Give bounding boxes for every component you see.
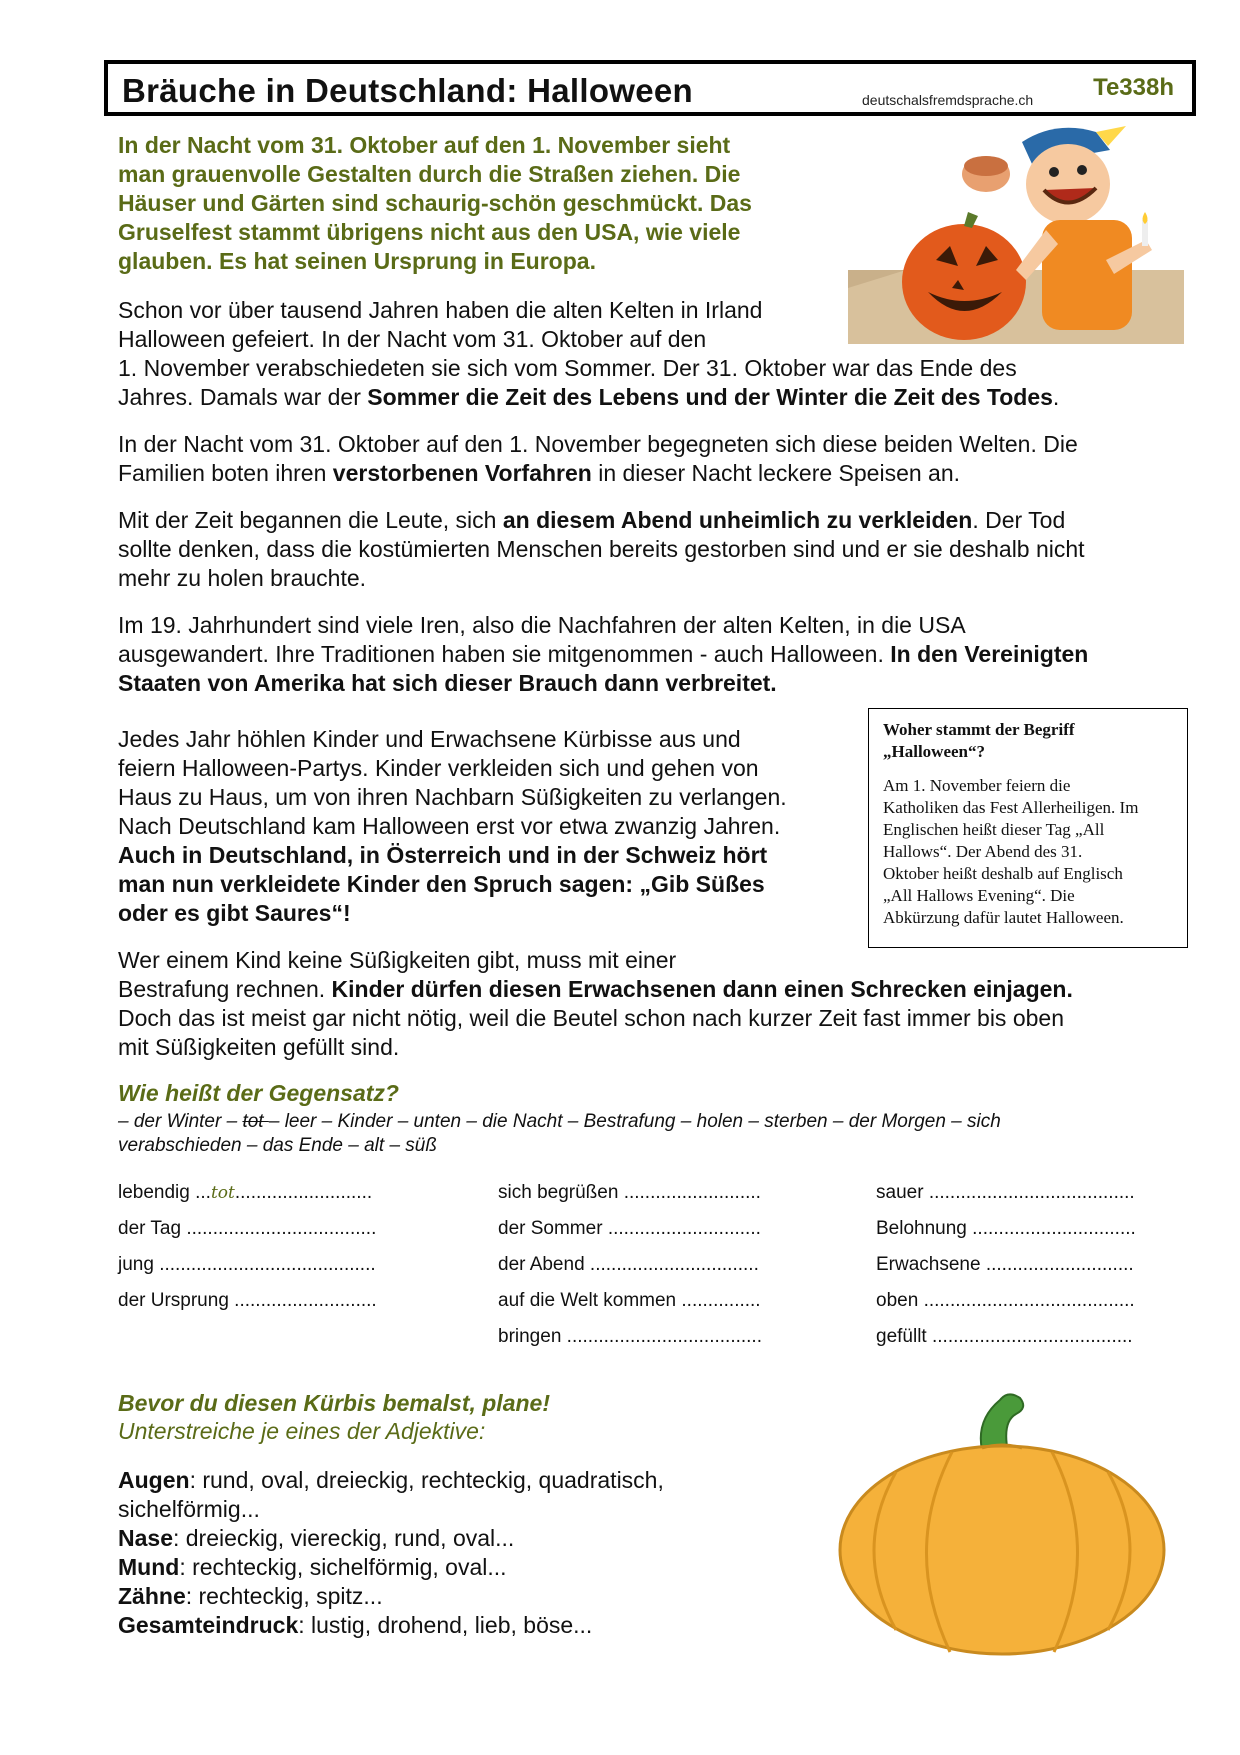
text-line: Haus zu Haus, um von ihren Nachbarn Süßigkeiten zu verlangen. (118, 784, 787, 810)
exercise-word: gefüllt (876, 1326, 927, 1347)
exercise-word: Erwachsene (876, 1254, 981, 1275)
info-box-line: Oktober heißt deshalb auf Englisch (883, 864, 1123, 883)
text-line: Halloween gefeiert. In der Nacht vom 31. Oktober auf den (118, 326, 707, 352)
blank-dots[interactable]: ........................... (234, 1290, 377, 1311)
exercise-word: der Ursprung (118, 1290, 229, 1311)
text-line (118, 899, 787, 928)
exercise-word: auf die Welt kommen (498, 1290, 677, 1311)
adjective-options[interactable]: : rechteckig, sichelförmig, oval... (179, 1554, 507, 1580)
intro-line: Gruselfest stammt übrigens nicht aus den USA, wie viele (118, 219, 741, 245)
text-line (118, 640, 1088, 669)
exercise-word: lebendig (118, 1182, 190, 1203)
paragraph-usa (118, 611, 1088, 698)
exercise-word: oben (876, 1290, 919, 1311)
exercise-word: der Tag (118, 1218, 182, 1239)
text-line: Doch das ist meist gar nicht nötig, weil die Beutel schon nach kurzer Zeit fast immer bis oben (118, 1005, 1064, 1031)
adjective-options[interactable]: : dreieckig, viereckig, rund, oval... (172, 1525, 515, 1551)
info-box-halloween-begriff (868, 708, 1188, 948)
worksheet-header (104, 60, 1196, 116)
adjective-item (118, 1582, 758, 1611)
exercise-item (498, 1182, 761, 1204)
exercise-word: jung (118, 1254, 154, 1275)
feature-label: Gesamteindruck (118, 1612, 299, 1638)
blank-dots[interactable]: ............................ (985, 1254, 1134, 1275)
blank-dots[interactable]: ............................... (972, 1218, 1136, 1239)
struck-word: tot (242, 1111, 269, 1132)
worksheet-code: Te338h (1093, 74, 1174, 101)
paragraph-kuerbisse (118, 725, 787, 928)
text-run: Familien boten ihren (118, 460, 333, 486)
blank-dots[interactable]: ................................ (589, 1254, 759, 1275)
info-box-line: Abkürzung dafür lautet Halloween. (883, 908, 1124, 927)
exercise-item (876, 1326, 1133, 1348)
text-line (118, 870, 787, 899)
info-box-line: Katholiken das Fest Allerheiligen. Im (883, 798, 1139, 817)
adjective-list (118, 1466, 758, 1640)
text-line: sollte denken, dass die kostümierten Menschen bereits gestorben sind und er sie deshalb nicht (118, 536, 1085, 562)
bold-text: In den Vereinigten (890, 641, 1089, 667)
exercise-heading-gegensatz: Wie heißt der Gegensatz? (118, 1080, 399, 1106)
blank-dots[interactable]: ..................................... (566, 1326, 762, 1347)
blank-dots[interactable]: ........................................ (923, 1290, 1135, 1311)
feature-label: Nase (118, 1525, 173, 1551)
adjective-item (118, 1611, 758, 1640)
intro-line: Häuser und Gärten sind schaurig-schön geschmückt. Das (118, 190, 752, 216)
intro-line: In der Nacht vom 31. Oktober auf den 1. November sieht (118, 132, 731, 158)
feature-label: Mund (118, 1554, 180, 1580)
info-box-line: „All Hallows Evening“. Die (883, 886, 1075, 905)
exercise-item (118, 1218, 376, 1240)
adjective-item (118, 1466, 758, 1495)
info-box-title-line: „Halloween“? (883, 742, 985, 761)
exercise-item (876, 1254, 1134, 1276)
blank-dots[interactable]: .......................... (234, 1182, 373, 1203)
text-line: feiern Halloween-Partys. Kinder verkleiden sich und gehen von (118, 755, 759, 781)
exercise-word: der Abend (498, 1254, 585, 1275)
bold-text: Kinder dürfen diesen Erwachsenen dann einen Schrecken einjagen. (331, 976, 1073, 1002)
paragraph-welten (118, 430, 1078, 488)
site-name: deutschalsfremdsprache.ch (862, 92, 1034, 108)
text-run: Bestrafung rechnen. (118, 976, 332, 1002)
exercise-item (876, 1182, 1135, 1204)
feature-label: Zähne (118, 1583, 186, 1609)
bold-text: an diesem Abend unheimlich zu verkleiden (502, 507, 973, 533)
intro-line: man grauenvolle Gestalten durch die Straßen ziehen. Die (118, 161, 741, 187)
word-bank-text: – der Winter – (118, 1111, 243, 1132)
text-line: Im 19. Jahrhundert sind viele Iren, also die Nachfahren der alten Kelten, in die USA (118, 612, 966, 638)
adjective-options[interactable]: sichelförmig... (118, 1496, 260, 1522)
info-box-title-line: Woher stammt der Begriff (883, 720, 1075, 739)
exercise-item (118, 1254, 376, 1276)
text-line: Jedes Jahr höhlen Kinder und Erwachsene Kürbisse aus und (118, 726, 741, 752)
paragraph-verkleiden (118, 506, 1085, 593)
blank-dots[interactable]: .................................... (186, 1218, 377, 1239)
blank-dots: ... (195, 1182, 211, 1203)
blank-dots[interactable]: ...................................... (931, 1326, 1133, 1347)
text-run: in dieser Nacht leckere Speisen an. (591, 460, 961, 486)
exercise-word: sauer (876, 1182, 924, 1203)
text-line (118, 459, 1078, 488)
feature-label: Augen (118, 1467, 190, 1493)
bold-text: man nun verkleidete Kinder den Spruch sagen: „Gib Süßes (118, 871, 765, 897)
adjective-options[interactable]: : rund, oval, dreieckig, rechteckig, quadratisch, (189, 1467, 664, 1493)
exercise-item (876, 1218, 1136, 1240)
example-answer: tot (210, 1183, 235, 1203)
blank-pumpkin-drawing[interactable] (832, 1390, 1172, 1660)
text-run: . Der Tod (972, 507, 1066, 533)
bold-text: verstorbenen Vorfahren (332, 460, 592, 486)
exercise-item (876, 1290, 1135, 1312)
text-line: Nach Deutschland kam Halloween erst vor etwa zwanzig Jahren. (118, 813, 781, 839)
blank-dots[interactable]: ......................................... (159, 1254, 376, 1275)
info-box-title (883, 719, 1173, 763)
exercise-word: Belohnung (876, 1218, 967, 1239)
exercise-item (498, 1254, 759, 1276)
blank-dots[interactable]: ............... (681, 1290, 761, 1311)
text-line: In der Nacht vom 31. Oktober auf den 1. November begegneten sich diese beiden Welten. Die (118, 431, 1078, 457)
text-run: Mit der Zeit begannen die Leute, sich (118, 507, 503, 533)
blank-dots[interactable]: ....................................... (928, 1182, 1135, 1203)
text-run: ausgewandert. Ihre Traditionen haben sie mitgenommen - auch Halloween. (118, 641, 891, 667)
text-line (118, 383, 1059, 412)
bold-text: Sommer die Zeit des Lebens und der Winter die Zeit des Todes (367, 384, 1053, 410)
adjective-item (118, 1524, 758, 1553)
text-line (118, 841, 787, 870)
word-bank (118, 1110, 1118, 1158)
paragraph-kelten (118, 296, 1059, 412)
exercise-word: bringen (498, 1326, 562, 1347)
text-line: Wer einem Kind keine Süßigkeiten gibt, muss mit einer (118, 947, 677, 973)
text-line (118, 975, 1073, 1004)
exercise-item (118, 1182, 372, 1204)
text-line: Schon vor über tausend Jahren haben die alten Kelten in Irland (118, 297, 763, 323)
exercise-item (118, 1290, 377, 1312)
exercise-heading-kuerbis: Bevor du diesen Kürbis bemalst, plane! (118, 1390, 550, 1416)
adjective-item (118, 1553, 758, 1582)
word-bank-text: – leer – Kinder – unten – die Nacht – Bestrafung – holen – sterben – der Morgen – sich (268, 1111, 1001, 1132)
text-line: mehr zu holen brauchte. (118, 565, 367, 591)
text-run: . (1052, 384, 1060, 410)
bold-text: Staaten von Amerika hat sich dieser Brauch dann verbreitet. (118, 670, 777, 696)
exercise-word: der Sommer (498, 1218, 603, 1239)
exercise-instruction: Unterstreiche je eines der Adjektive: (118, 1418, 486, 1444)
adjective-options[interactable]: : rechteckig, spitz... (185, 1583, 383, 1609)
exercise-item (498, 1326, 762, 1348)
text-line (118, 669, 1088, 698)
exercise-item (498, 1218, 761, 1240)
page-title: Bräuche in Deutschland: Halloween (122, 72, 694, 109)
info-box-line: Hallows“. Der Abend des 31. (883, 842, 1083, 861)
text-line: 1. November verabschiedeten sie sich vom Sommer. Der 31. Oktober war das Ende des (118, 355, 1017, 381)
text-line (118, 506, 1085, 535)
intro-paragraph (118, 131, 752, 276)
info-box-line: Am 1. November feiern die (883, 776, 1071, 795)
word-bank-line: verabschieden – das Ende – alt – süß (118, 1135, 437, 1156)
blank-dots[interactable]: .......................... (623, 1182, 761, 1203)
info-box-line: Englischen heißt dieser Tag „All (883, 820, 1105, 839)
paragraph-bestrafung (118, 946, 1073, 1062)
exercise-word: sich begrüßen (498, 1182, 619, 1203)
text-line: mit Süßigkeiten gefüllt sind. (118, 1034, 400, 1060)
bold-text: oder es gibt Saures“! (118, 900, 351, 926)
word-bank-line (118, 1110, 1118, 1134)
text-run: Jahres. Damals war der (118, 384, 368, 410)
intro-line: glauben. Es hat seinen Ursprung in Europa. (118, 248, 596, 274)
exercise-item (498, 1290, 761, 1312)
bold-text: Auch in Deutschland, in Österreich und in der Schweiz hört (118, 842, 768, 868)
adjective-options[interactable]: : lustig, drohend, lieb, böse... (298, 1612, 593, 1638)
blank-dots[interactable]: ............................. (607, 1218, 761, 1239)
